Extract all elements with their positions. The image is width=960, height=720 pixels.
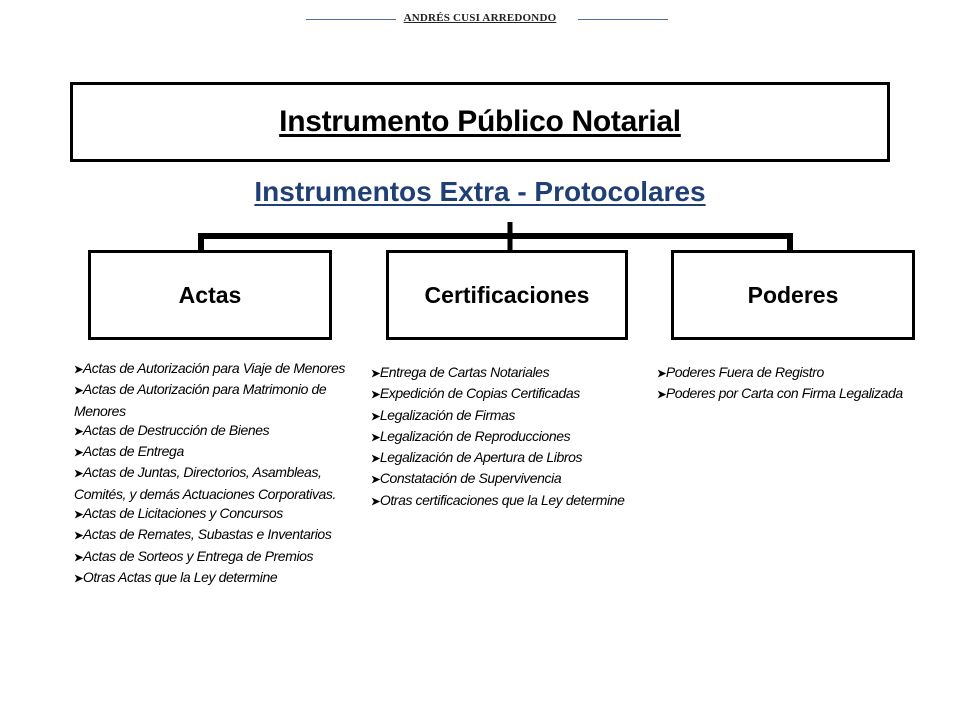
list-item-text: Otras certificaciones que la Ley determine bbox=[379, 491, 625, 508]
arrowhead-bullet-icon: ➤ bbox=[74, 447, 83, 460]
list-item-text: Poderes por Carta con Firma Legalizada bbox=[665, 385, 903, 402]
main-title: Instrumento Público Notarial bbox=[279, 105, 681, 138]
subtitle: Instrumentos Extra - Protocolares bbox=[254, 176, 706, 207]
list-item-text: Entrega de Cartas Notariales bbox=[379, 364, 550, 380]
list-item-text: Expedición de Copias Certificadas bbox=[379, 385, 580, 402]
arrowhead-bullet-icon: ➤ bbox=[657, 368, 666, 380]
list-item bbox=[371, 469, 641, 490]
arrowhead-bullet-icon: ➤ bbox=[74, 468, 83, 481]
list-item bbox=[74, 359, 346, 380]
list-item-text: Actas de Licitaciones y Concursos bbox=[82, 505, 283, 522]
list-item-text: Legalización de Firmas bbox=[379, 406, 515, 423]
list-item-text: Legalización de Reproducciones bbox=[379, 427, 571, 444]
poderes-list bbox=[657, 363, 907, 406]
list-item bbox=[371, 406, 641, 427]
list-item bbox=[74, 442, 346, 463]
list-item bbox=[657, 363, 907, 384]
arrowhead-bullet-icon: ➤ bbox=[74, 572, 83, 585]
list-item bbox=[371, 427, 641, 448]
list-item-text: Actas de Sorteos y Entrega de Premios bbox=[82, 547, 314, 564]
list-item bbox=[74, 568, 346, 589]
arrowhead-bullet-icon: ➤ bbox=[371, 368, 380, 380]
list-item bbox=[371, 448, 641, 469]
arrowhead-bullet-icon: ➤ bbox=[371, 495, 380, 508]
actas-list bbox=[74, 359, 346, 589]
list-item bbox=[74, 421, 346, 442]
certificaciones-list bbox=[371, 363, 641, 512]
arrowhead-bullet-icon: ➤ bbox=[74, 425, 83, 438]
arrowhead-bullet-icon: ➤ bbox=[371, 389, 380, 402]
list-item-text: Otras Actas que la Ley determine bbox=[82, 568, 278, 585]
arrowhead-bullet-icon: ➤ bbox=[371, 431, 380, 444]
arrowhead-bullet-icon: ➤ bbox=[371, 453, 380, 466]
arrowhead-bullet-icon: ➤ bbox=[74, 385, 83, 398]
list-item-text: Actas de Autorización para Viaje de Menores bbox=[82, 360, 346, 376]
list-item bbox=[371, 384, 641, 405]
author-name: ANDRÉS CUSI ARREDONDO bbox=[403, 12, 557, 24]
list-item bbox=[74, 504, 346, 525]
list-item bbox=[74, 380, 346, 421]
list-item-text: Actas de Remates, Subastas e Inventarios bbox=[82, 526, 332, 543]
arrowhead-bullet-icon: ➤ bbox=[74, 509, 83, 522]
arrowhead-bullet-icon: ➤ bbox=[371, 474, 380, 487]
list-item bbox=[371, 491, 641, 512]
arrowhead-bullet-icon: ➤ bbox=[74, 551, 83, 564]
list-item-text: Actas de Juntas, Directorios, Asambleas, Comités, y demás Actuaciones Corporativas. bbox=[74, 464, 337, 502]
category-box-actas: Actas bbox=[88, 250, 332, 340]
list-item bbox=[657, 384, 907, 405]
category-box-poderes: Poderes bbox=[671, 250, 915, 340]
list-item-text: Legalización de Apertura de Libros bbox=[379, 449, 583, 466]
arrowhead-bullet-icon: ➤ bbox=[371, 410, 380, 423]
arrowhead-bullet-icon: ➤ bbox=[74, 364, 83, 376]
list-item-text: Poderes Fuera de Registro bbox=[665, 364, 824, 380]
arrowhead-bullet-icon: ➤ bbox=[74, 530, 83, 543]
arrowhead-bullet-icon: ➤ bbox=[657, 389, 666, 402]
list-item-text: Actas de Destrucción de Bienes bbox=[82, 421, 270, 438]
list-item bbox=[74, 525, 346, 546]
list-item-text: Actas de Autorización para Matrimonio de Menores bbox=[74, 381, 327, 419]
category-box-certificaciones: Certificaciones bbox=[386, 250, 628, 340]
list-item bbox=[74, 463, 346, 504]
list-item-text: Constatación de Supervivencia bbox=[379, 470, 562, 487]
list-item bbox=[371, 363, 641, 384]
list-item-text: Actas de Entrega bbox=[82, 443, 184, 460]
list-item bbox=[74, 547, 346, 568]
